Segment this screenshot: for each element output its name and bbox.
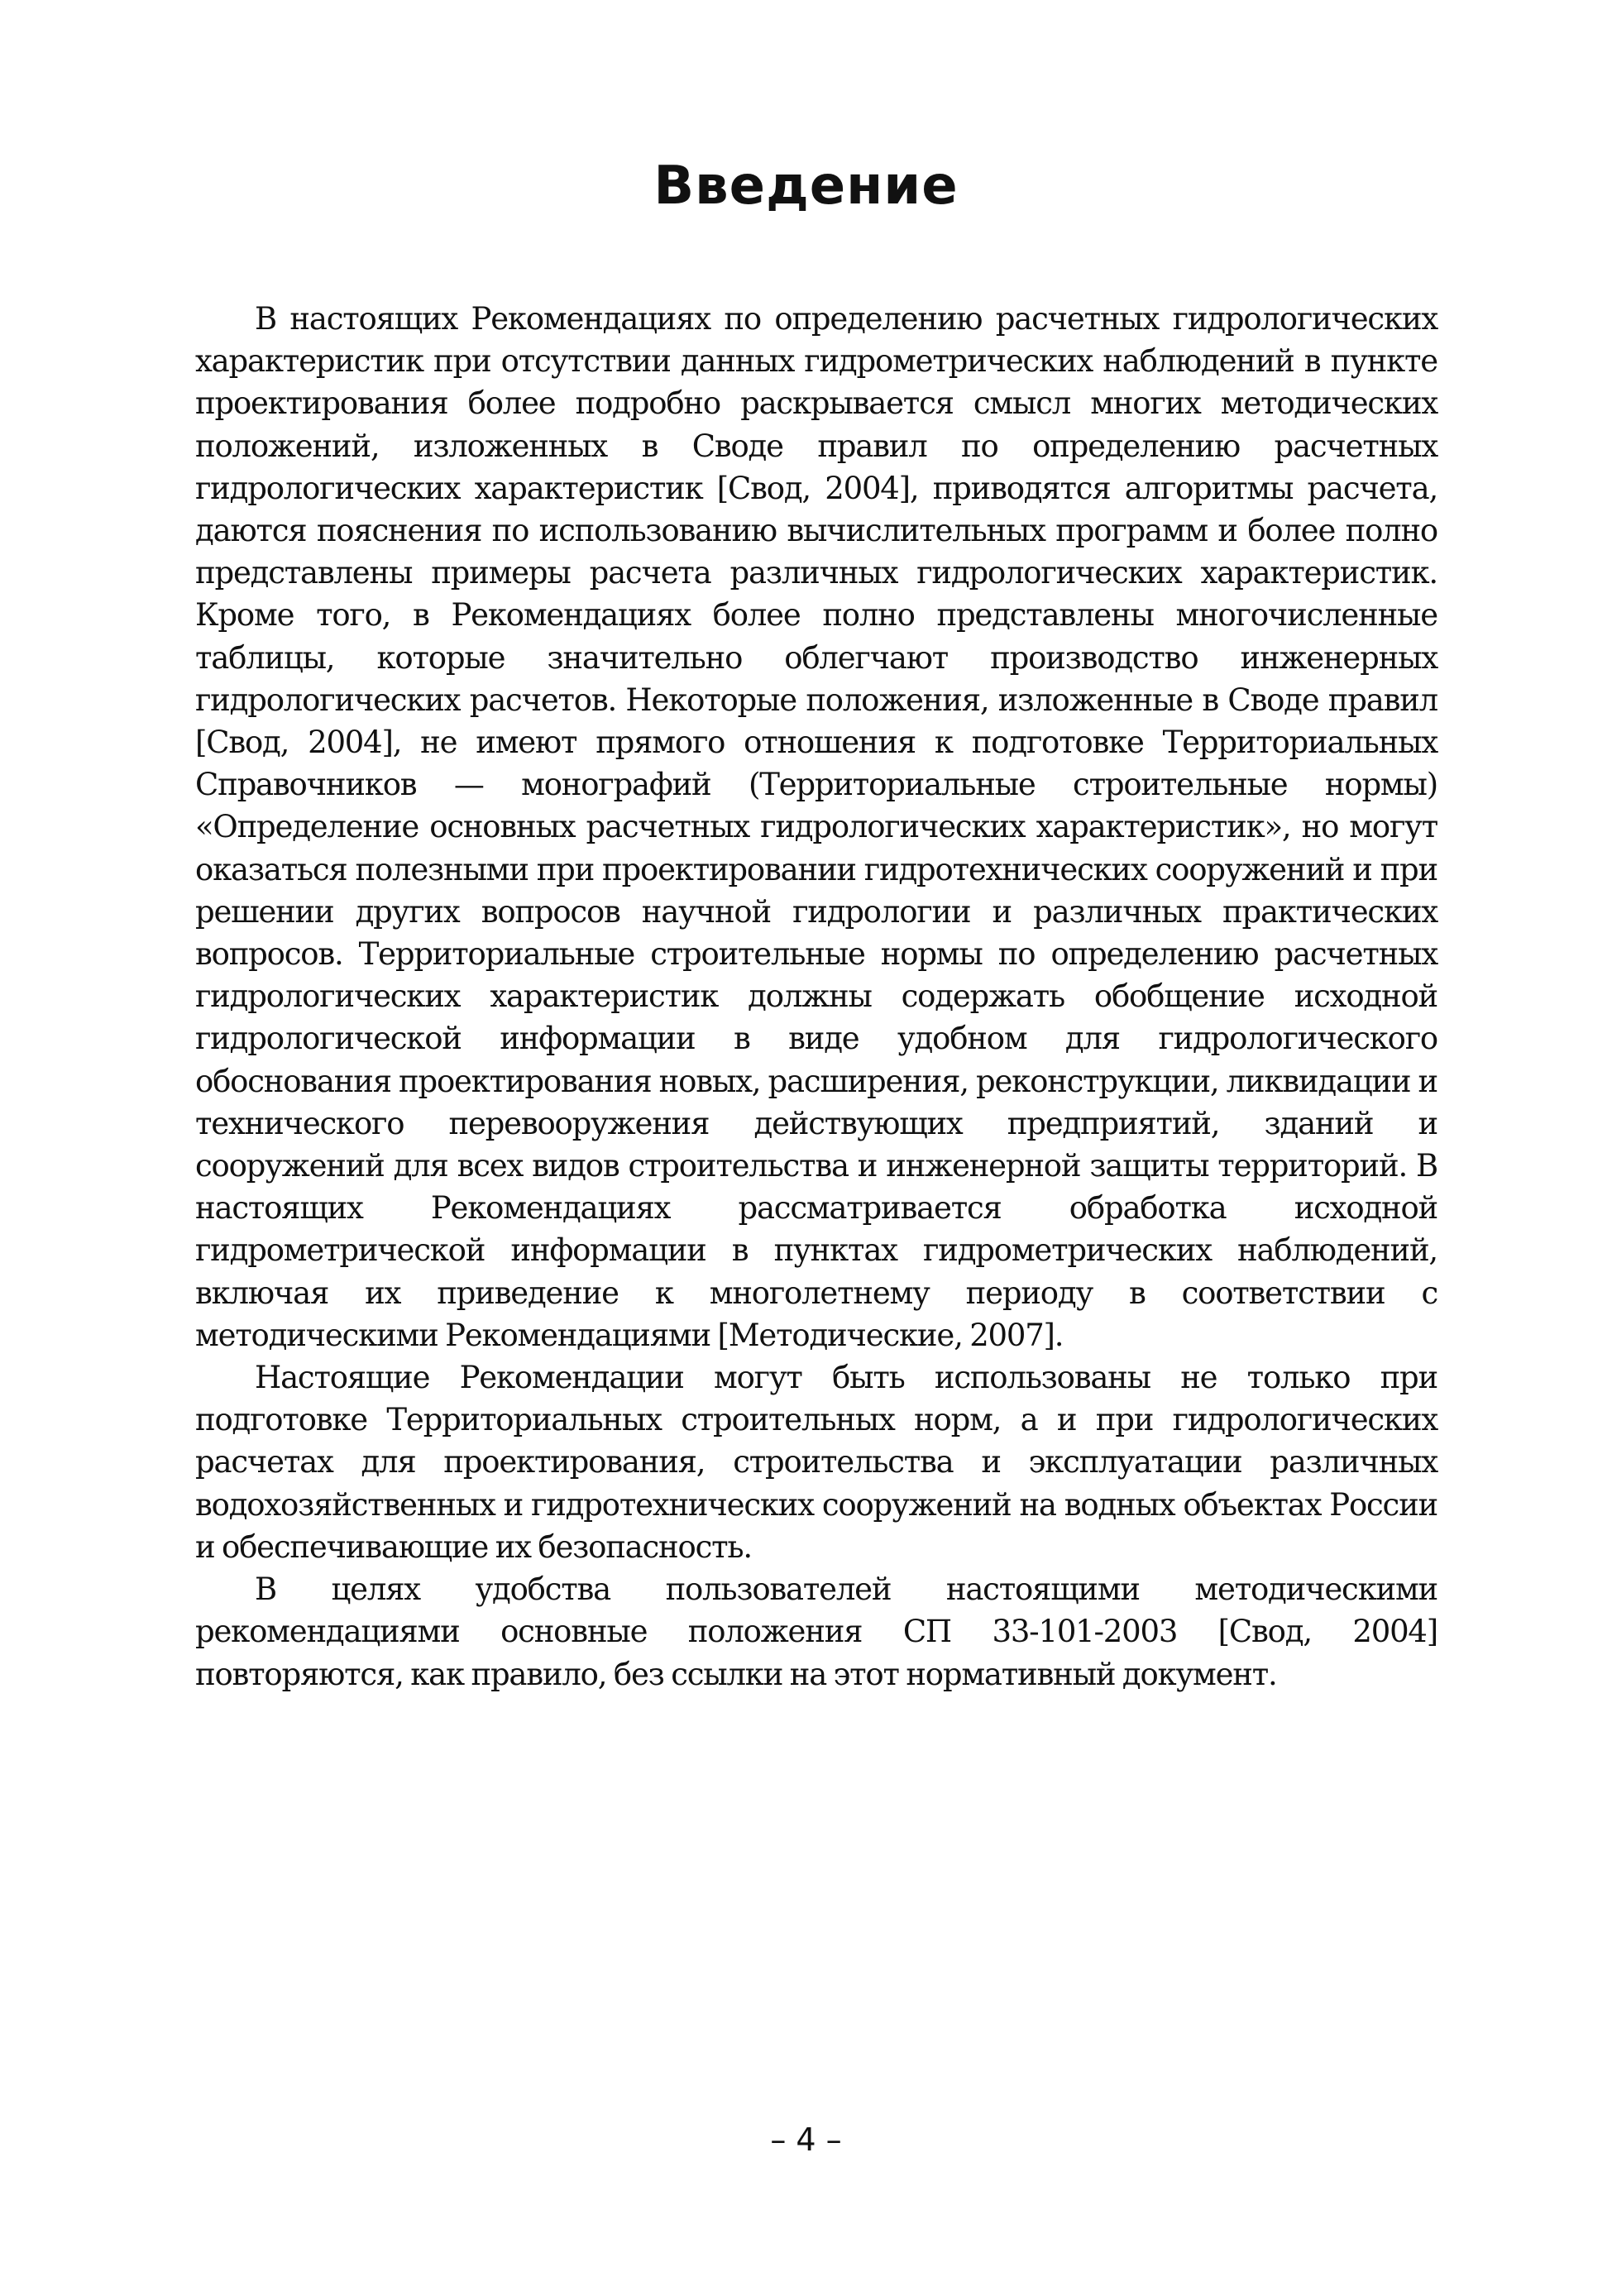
paragraph-1: В настоящих Рекомендациях по определению расчетных гидрологических характеристик при отсутствии данных гидрометрических наблюдений в пункте проектирования более подробно раскрывается смысл многих методических положений, изложенных в Своде правил по определению расчетных гидрологических характеристик [Свод, 2004], приводятся алгоритмы расчета, даются пояснения по использованию вычислительных программ и более полно представлены примеры расчета различных гидрологических характеристик. Кроме того, в Рекомендациях более полно представлены многочисленные таблицы, которые значительно облегчают производство инженерных гидрологических расчетов. Некоторые положения, изложенные в Своде правил [Свод, 2004], не имеют прямого отношения к подготовке Территориальных Справочников — монографий (Территориальные строительные нормы) «Определение основных расчетных гидрологических характеристик», но могут оказаться полезными при проектировании гидротехнических сооружений и при решении других вопросов научной гидрологии и различных практических вопросов. Территориальные строительные нормы по определению расчетных гидрологических характеристик должны содержать обобщение исходной гидрологической информации в виде удобном для гидрологического обоснования проектирования новых, расширения, реконструкции, ликвидации и технического перевооружения действующих предприятий, зданий и сооружений для всех видов строительства и инженерной защиты территорий. В настоящих Рекомендациях рассматривается обработка исходной гидрометрической информации в пунктах гидрометрических наблюдений, включая их приведение к многолетнему периоду в соответствии с методическими Рекомендациями [Методические, 2007].	[195, 301, 1437, 1353]
page-title: Введение	[653, 155, 959, 217]
paragraph-2: Настоящие Рекомендации могут быть использованы не только при подготовке Территориальных строительных норм, а и при гидрологических расчетах для проектирования, строительства и эксплуатации различных водохозяйственных и гидротехнических сооружений на водных объектах России и обеспечивающие их безопасность.	[195, 1360, 1437, 1565]
paragraph-3: В целях удобства пользователей настоящими методическими рекомендациями основные положения СП 33-101-2003 [Свод, 2004] повторяются, как правило, без ссылки на этот нормативный документ.	[195, 1571, 1437, 1692]
page-number: – 4 –	[770, 2121, 842, 2158]
document-body	[195, 298, 1437, 1696]
